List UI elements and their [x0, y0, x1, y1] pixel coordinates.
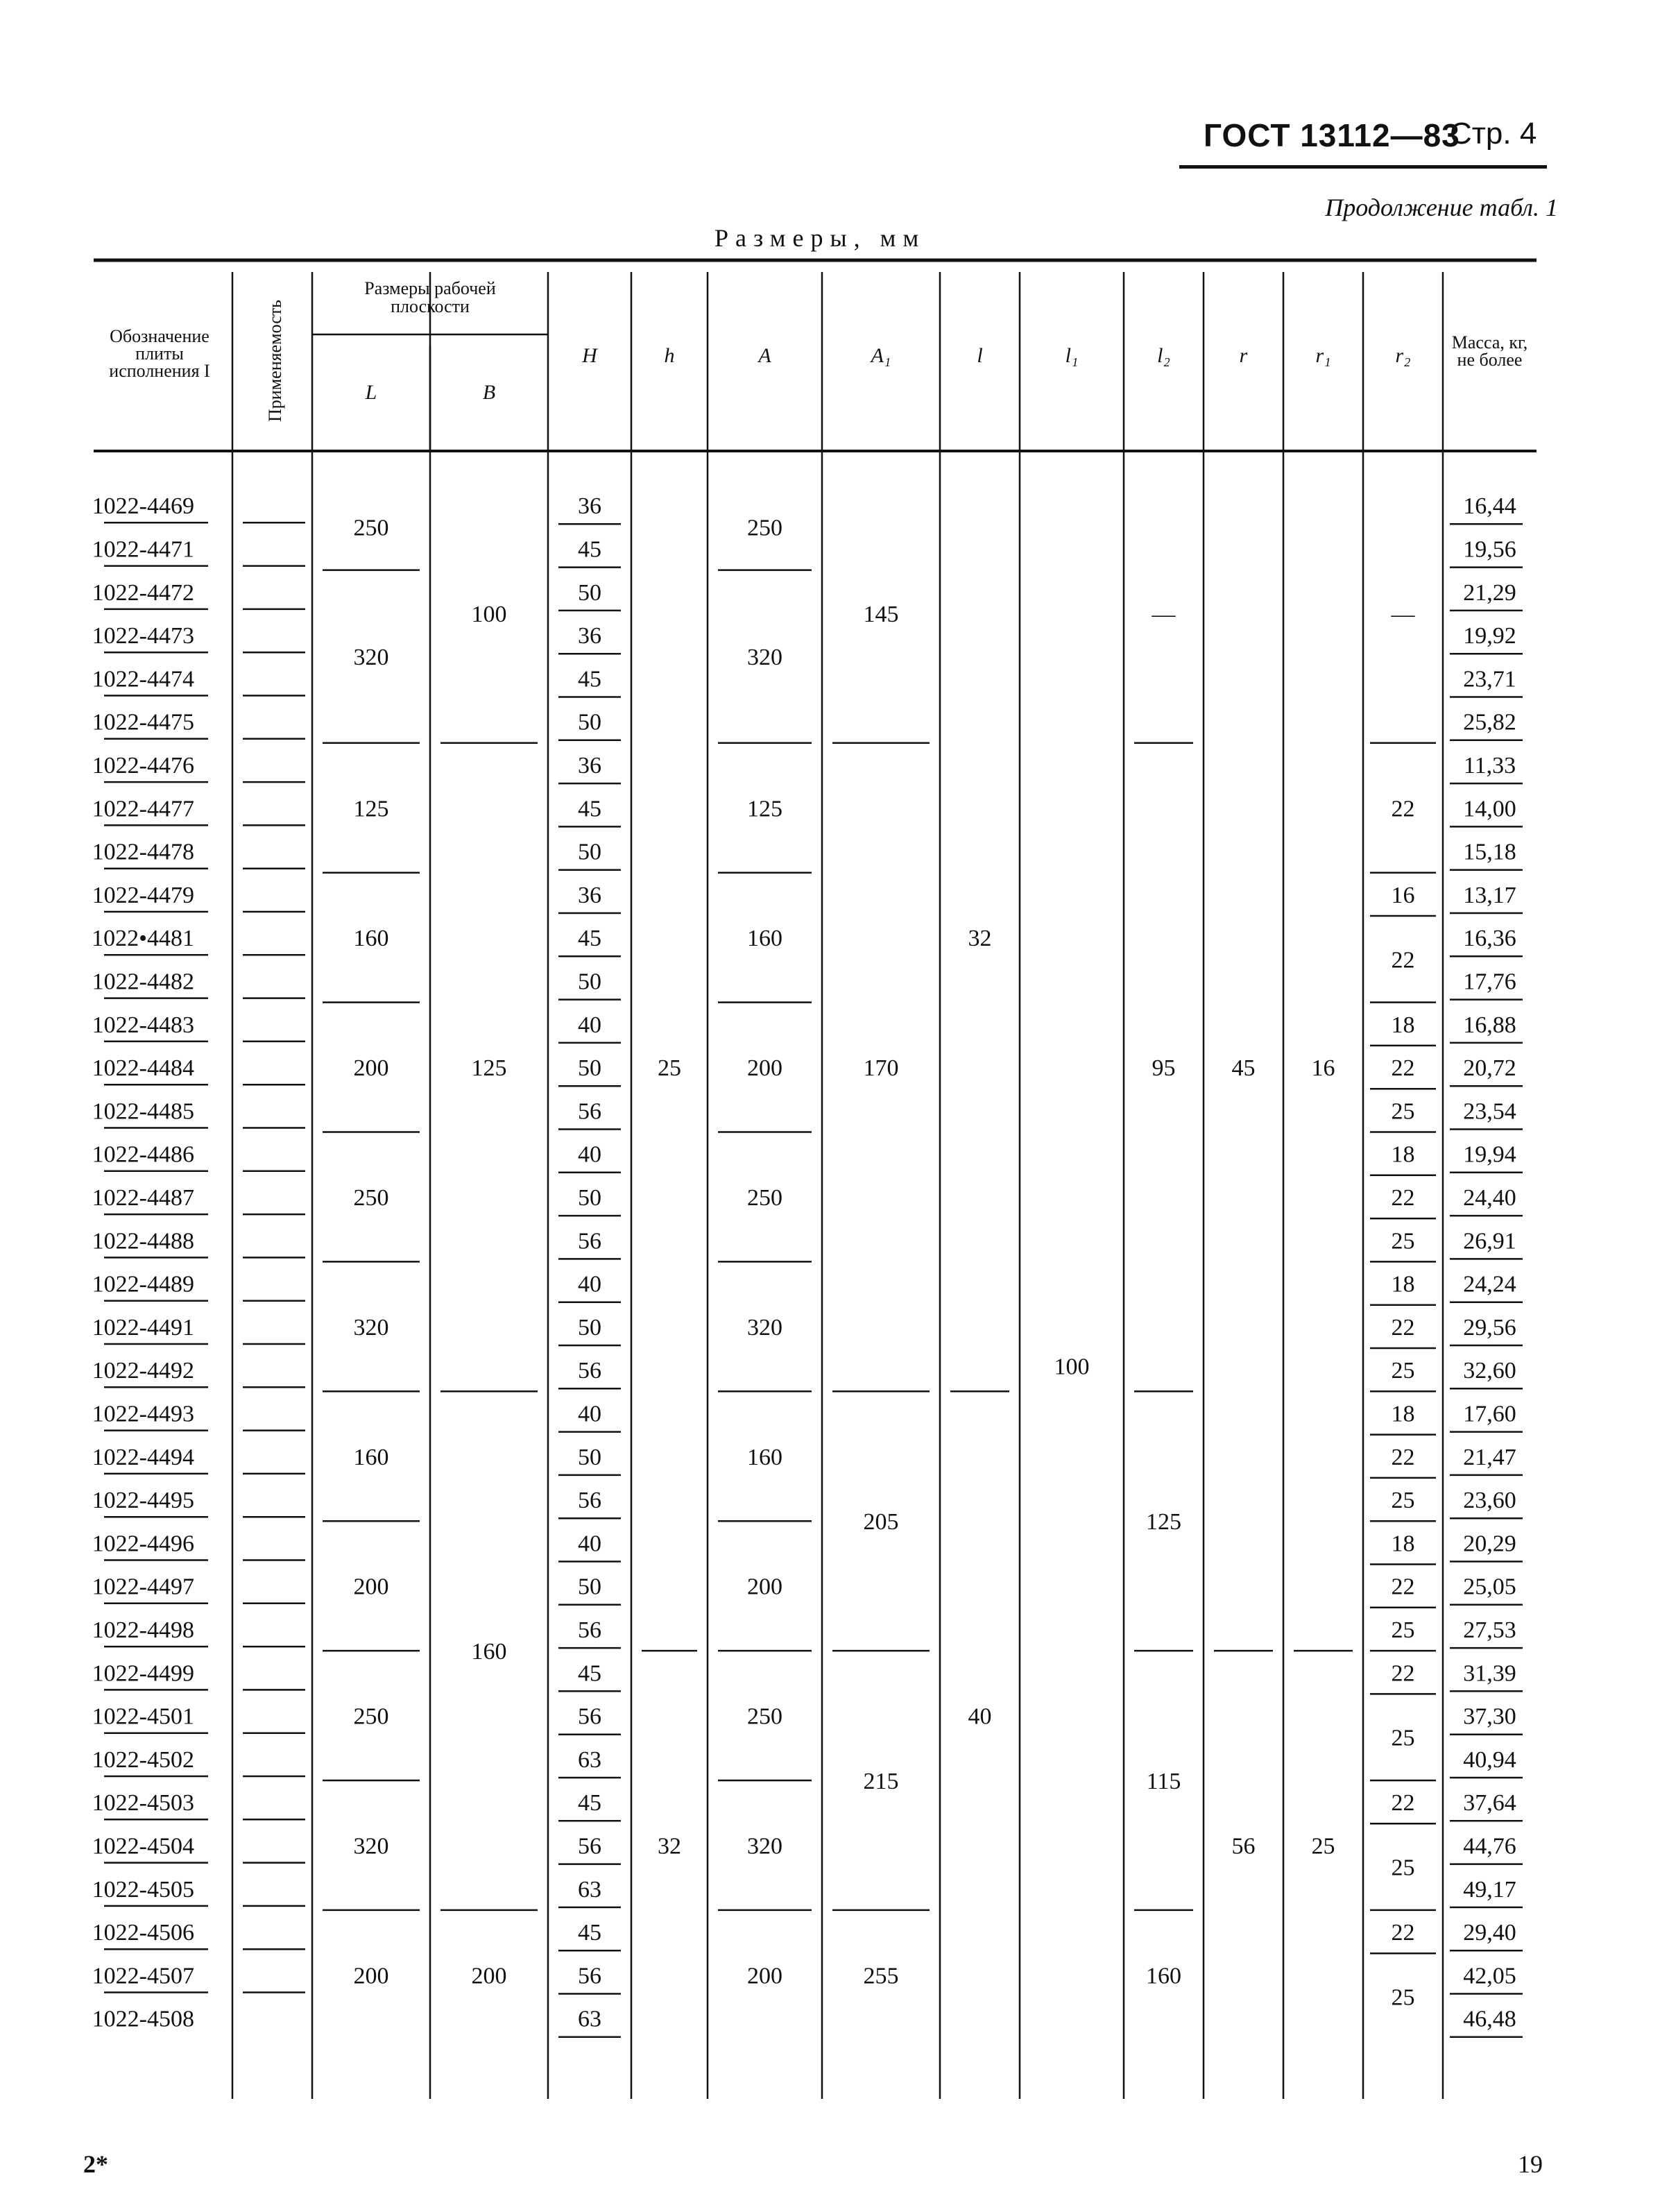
page-reference: Стр. 4 [1450, 117, 1537, 151]
work-surface-header: плоскости [391, 296, 470, 316]
designation-cell: 1022-4492 [92, 1358, 194, 1384]
L-group-cell: 250 [353, 1703, 389, 1730]
mass-cell: 17,76 [1463, 969, 1516, 995]
designation-cell: 1022-4506 [92, 1920, 194, 1946]
designation-cell: 1022-4502 [92, 1746, 194, 1773]
L-group-cell: 160 [353, 926, 389, 952]
designation-cell: 1022-4482 [92, 969, 194, 995]
designation-cell: 1022-4474 [92, 666, 194, 692]
H-cell: 45 [578, 1920, 601, 1946]
r2-group-cell: 25 [1391, 1617, 1415, 1643]
r2-group-cell: 18 [1391, 1531, 1415, 1557]
B-group-cell: 200 [471, 1963, 507, 1989]
designation-cell: 1022-4497 [92, 1574, 194, 1600]
H-cell: 50 [578, 1184, 601, 1211]
r2-group-cell: 22 [1391, 1055, 1415, 1082]
designation-cell: 1022-4472 [92, 579, 194, 606]
r1-header: r₁ [1315, 344, 1331, 367]
H-cell: 56 [578, 1098, 601, 1125]
designation-header: плиты [135, 343, 184, 364]
mass-cell: 23,60 [1463, 1488, 1516, 1514]
H-cell: 36 [578, 882, 601, 908]
mass-cell: 24,40 [1463, 1184, 1516, 1211]
designation-cell: 1022-4495 [92, 1488, 194, 1514]
A-group-cell: 250 [747, 1703, 782, 1730]
H-cell: 40 [578, 1141, 601, 1168]
A1-group-cell: 170 [863, 1055, 899, 1082]
H-header: H [582, 344, 597, 367]
mass-cell: 25,05 [1463, 1574, 1516, 1600]
designation-cell: 1022-4503 [92, 1790, 194, 1817]
r2-group-cell: 25 [1391, 1725, 1415, 1751]
mass-cell: 37,64 [1463, 1790, 1516, 1817]
designation-cell: 1022-4496 [92, 1531, 194, 1557]
H-cell: 36 [578, 752, 601, 779]
h-group-cell: 25 [658, 1055, 681, 1082]
r2-group-cell: 25 [1391, 1984, 1415, 2011]
H-cell: 56 [578, 1228, 601, 1254]
A1-group-cell: 215 [863, 1769, 899, 1794]
r2-group-cell: 16 [1391, 882, 1415, 908]
r2-group-cell: 22 [1391, 947, 1415, 973]
H-cell: 56 [578, 1358, 601, 1384]
r2-group-cell: 22 [1391, 796, 1415, 822]
H-cell: 50 [578, 579, 601, 606]
mass-cell: 11,33 [1463, 752, 1516, 779]
mass-cell: 13,17 [1463, 882, 1516, 908]
A1-header: A₁ [871, 344, 891, 367]
L-group-cell: 125 [353, 796, 389, 822]
H-cell: 40 [578, 1401, 601, 1427]
mass-cell: 21,29 [1463, 579, 1516, 606]
mass-cell: 14,00 [1463, 796, 1516, 822]
A-group-cell: 320 [747, 645, 782, 671]
designation-cell: 1022-4487 [92, 1184, 194, 1211]
A1-group-cell: 205 [863, 1509, 899, 1535]
L-group-cell: 250 [353, 1184, 389, 1211]
A-group-cell: 125 [747, 796, 782, 822]
mass-cell: 16,36 [1463, 926, 1516, 952]
l2-group-cell: — [1152, 601, 1176, 627]
l2-group-cell: 95 [1152, 1055, 1176, 1082]
B-group-cell: 160 [471, 1639, 507, 1665]
A1-group-cell: 255 [863, 1963, 899, 1989]
H-cell: 50 [578, 839, 601, 865]
H-cell: 40 [578, 1271, 601, 1298]
units-caption: Размеры, мм [714, 224, 926, 252]
designation-cell: 1022-4469 [92, 493, 194, 520]
r2-group-cell: 22 [1391, 1184, 1415, 1211]
H-cell: 50 [578, 1314, 601, 1341]
B-group-cell: 125 [471, 1055, 507, 1082]
designation-cell: 1022-4471 [92, 536, 194, 563]
designation-cell: 1022-4501 [92, 1703, 194, 1730]
mass-cell: 20,72 [1463, 1055, 1516, 1082]
designation-header: Обозначение [110, 326, 209, 346]
mass-cell: 24,24 [1463, 1271, 1516, 1298]
r2-group-cell: 18 [1391, 1141, 1415, 1168]
l-group-cell: 32 [968, 926, 992, 952]
l1-cell: 100 [1054, 1354, 1090, 1380]
r2-group-cell: 22 [1391, 1790, 1415, 1817]
H-cell: 36 [578, 493, 601, 520]
designation-cell: 1022-4507 [92, 1963, 194, 1989]
A-group-cell: 200 [747, 1963, 782, 1989]
h-header: h [664, 344, 675, 367]
designation-cell: 1022-4488 [92, 1228, 194, 1254]
r2-group-cell: 22 [1391, 1574, 1415, 1600]
H-cell: 50 [578, 1055, 601, 1082]
work-surface-header: Размеры рабочей [364, 278, 496, 298]
table-continuation-note: Продолжение табл. 1 [1325, 194, 1558, 221]
L-group-cell: 200 [353, 1963, 389, 1989]
mass-cell: 26,91 [1463, 1228, 1516, 1254]
B-header: B [482, 381, 496, 404]
l2-group-cell: 160 [1146, 1963, 1181, 1989]
A-group-cell: 160 [747, 1444, 782, 1470]
B-group-cell: 100 [471, 601, 507, 627]
h-group-cell: 32 [658, 1833, 681, 1860]
designation-cell: 1022-4489 [92, 1271, 194, 1298]
designation-cell: 1022-4498 [92, 1617, 194, 1643]
A-group-cell: 320 [747, 1833, 782, 1860]
H-cell: 56 [578, 1488, 601, 1514]
r2-group-cell: 25 [1391, 1228, 1415, 1254]
r2-group-cell: 22 [1391, 1314, 1415, 1341]
mass-cell: 19,94 [1463, 1141, 1516, 1168]
L-group-cell: 250 [353, 515, 389, 541]
page-number: 19 [1518, 2150, 1543, 2178]
r1-group-cell: 16 [1311, 1055, 1335, 1082]
mass-header: Масса, кг, [1451, 332, 1528, 352]
designation-cell: 1022-4486 [92, 1141, 194, 1168]
H-cell: 50 [578, 1444, 601, 1470]
mass-cell: 15,18 [1463, 839, 1516, 865]
L-group-cell: 200 [353, 1574, 389, 1600]
L-group-cell: 320 [353, 1314, 389, 1341]
r2-group-cell: 25 [1391, 1358, 1415, 1384]
mass-cell: 19,56 [1463, 536, 1516, 563]
designation-cell: 1022-4483 [92, 1012, 194, 1038]
r2-group-cell: 25 [1391, 1098, 1415, 1125]
designation-cell: 1022-4493 [92, 1401, 194, 1427]
H-cell: 36 [578, 623, 601, 649]
H-cell: 50 [578, 969, 601, 995]
r-group-cell: 45 [1231, 1055, 1256, 1082]
A-group-cell: 160 [747, 926, 782, 952]
L-group-cell: 320 [353, 645, 389, 671]
designation-cell: 1022-4491 [92, 1314, 194, 1341]
H-cell: 45 [578, 1790, 601, 1817]
H-cell: 50 [578, 1574, 601, 1600]
r2-group-cell: 22 [1391, 1920, 1415, 1946]
mass-cell: 23,71 [1463, 666, 1516, 692]
L-header: L [365, 381, 377, 404]
applicability-header: Применяемость [265, 300, 285, 422]
L-group-cell: 320 [353, 1833, 389, 1860]
mass-cell: 40,94 [1463, 1746, 1516, 1773]
mass-cell: 32,60 [1463, 1358, 1516, 1384]
designation-cell: 1022-4479 [92, 882, 194, 908]
A-group-cell: 250 [747, 515, 782, 541]
mass-cell: 23,54 [1463, 1098, 1516, 1125]
designation-cell: 1022-4494 [92, 1444, 194, 1470]
designation-cell: 1022-4478 [92, 839, 194, 865]
H-cell: 45 [578, 926, 601, 952]
L-group-cell: 200 [353, 1055, 389, 1082]
l-group-cell: 40 [968, 1703, 992, 1730]
A1-group-cell: 145 [863, 601, 899, 627]
r2-group-cell: 22 [1391, 1444, 1415, 1470]
r2-group-cell: — [1391, 601, 1415, 627]
L-group-cell: 160 [353, 1444, 389, 1470]
mass-cell: 21,47 [1463, 1444, 1516, 1470]
mass-cell: 44,76 [1463, 1833, 1516, 1860]
designation-cell: 1022-4477 [92, 796, 194, 822]
H-cell: 45 [578, 666, 601, 692]
designation-cell: 1022-4505 [92, 1876, 194, 1903]
l2-group-cell: 125 [1146, 1509, 1181, 1535]
mass-cell: 49,17 [1463, 1876, 1516, 1903]
l2-group-cell: 115 [1146, 1769, 1181, 1794]
designation-cell: 1022-4485 [92, 1098, 194, 1125]
r-header: r [1239, 344, 1248, 367]
H-cell: 45 [578, 536, 601, 563]
H-cell: 50 [578, 709, 601, 735]
H-cell: 45 [578, 796, 601, 822]
r2-group-cell: 22 [1391, 1660, 1415, 1687]
r2-group-cell: 25 [1391, 1855, 1415, 1881]
mass-cell: 16,44 [1463, 493, 1516, 520]
H-cell: 63 [578, 1746, 601, 1773]
designation-cell: 1022•4481 [92, 926, 194, 952]
designation-cell: 1022-4476 [92, 752, 194, 779]
r2-group-cell: 18 [1391, 1012, 1415, 1038]
designation-cell: 1022-4499 [92, 1660, 194, 1687]
H-cell: 56 [578, 1963, 601, 1989]
H-cell: 63 [578, 2006, 601, 2032]
H-cell: 56 [578, 1617, 601, 1643]
mass-cell: 25,82 [1463, 709, 1516, 735]
H-cell: 45 [578, 1660, 601, 1687]
standard-number: ГОСТ 13112—83 [1204, 117, 1460, 153]
H-cell: 40 [578, 1012, 601, 1038]
sheet-mark: 2* [83, 2150, 108, 2178]
mass-header: не более [1457, 350, 1523, 370]
r-group-cell: 56 [1231, 1833, 1256, 1860]
H-cell: 56 [578, 1833, 601, 1860]
mass-cell: 37,30 [1463, 1703, 1516, 1730]
A-group-cell: 200 [747, 1574, 782, 1600]
mass-cell: 29,40 [1463, 1920, 1516, 1946]
r2-group-cell: 18 [1391, 1401, 1415, 1427]
l2-header: l₂ [1157, 344, 1170, 367]
r1-group-cell: 25 [1311, 1833, 1335, 1860]
designation-cell: 1022-4475 [92, 709, 194, 735]
mass-cell: 29,56 [1463, 1314, 1516, 1341]
A-group-cell: 320 [747, 1314, 782, 1341]
designation-cell: 1022-4484 [92, 1055, 194, 1082]
H-cell: 63 [578, 1876, 601, 1903]
designation-cell: 1022-4504 [92, 1833, 194, 1860]
designation-cell: 1022-4508 [92, 2006, 194, 2032]
mass-cell: 17,60 [1463, 1401, 1516, 1427]
mass-cell: 19,92 [1463, 623, 1516, 649]
mass-cell: 42,05 [1463, 1963, 1516, 1989]
designation-cell: 1022-4473 [92, 623, 194, 649]
mass-cell: 16,88 [1463, 1012, 1516, 1038]
A-group-cell: 250 [747, 1184, 782, 1211]
mass-cell: 46,48 [1463, 2006, 1516, 2032]
l1-header: l₁ [1065, 344, 1079, 367]
l-header: l [977, 344, 983, 367]
H-cell: 56 [578, 1703, 601, 1730]
mass-cell: 31,39 [1463, 1660, 1516, 1687]
A-header: A [758, 344, 771, 367]
mass-cell: 20,29 [1463, 1531, 1516, 1557]
designation-header: исполнения I [109, 361, 210, 381]
r2-group-cell: 18 [1391, 1271, 1415, 1298]
mass-cell: 27,53 [1463, 1617, 1516, 1643]
r2-header: r₂ [1395, 344, 1411, 367]
r2-group-cell: 25 [1391, 1488, 1415, 1514]
H-cell: 40 [578, 1531, 601, 1557]
A-group-cell: 200 [747, 1055, 782, 1082]
